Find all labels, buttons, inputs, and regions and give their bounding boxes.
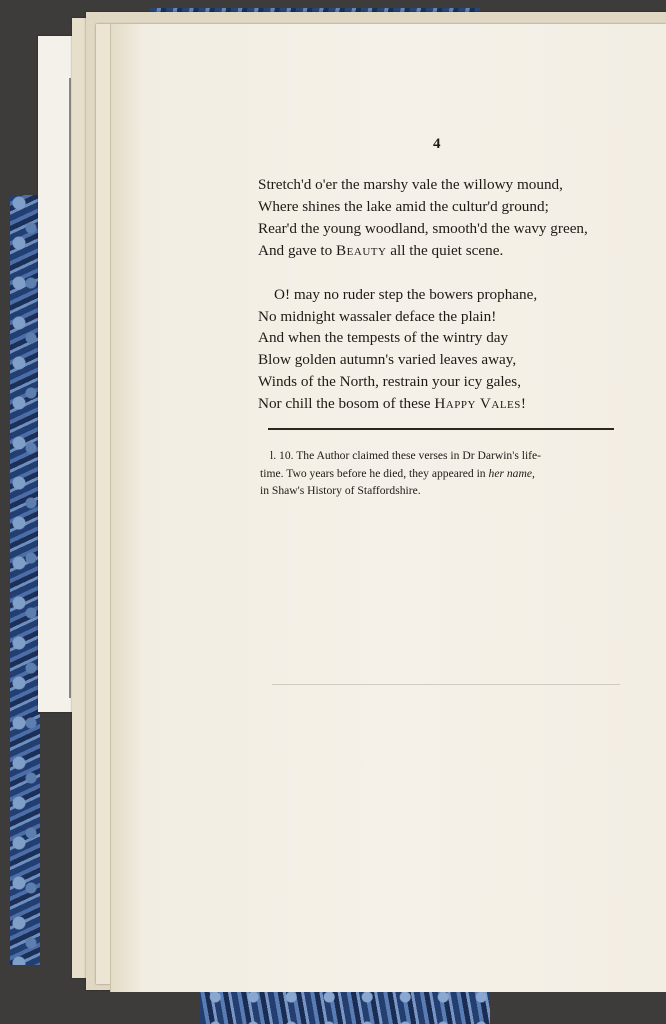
poem-text: [258, 174, 638, 415]
footnote-line: in Shaw's History of Staffordshire.: [260, 484, 421, 497]
poem-line: Stretch'd o'er the marshy vale the willowy mound,: [258, 176, 563, 193]
book-page: [110, 24, 666, 992]
poem-line: No midnight wassaler deface the plain!: [258, 307, 497, 325]
marbled-board-left: [10, 195, 40, 965]
poem-line: Rear'd the young woodland, smooth'd the wavy green,: [258, 219, 588, 237]
footnote-divider: [268, 428, 614, 430]
footnote: [260, 447, 632, 500]
small-caps-word: Beauty: [336, 241, 387, 259]
footnote-line: time. Two years before he died, they appeared in her name,: [260, 466, 535, 480]
small-caps-word: Happy Vales: [434, 395, 521, 413]
poem-line: Where shines the lake amid the cultur'd ground;: [258, 197, 549, 215]
poem-stanza-2: [258, 284, 638, 415]
poem-line: Blow golden autumn's varied leaves away,: [258, 351, 517, 369]
page-number: 4: [433, 136, 441, 152]
footnote-line: l. 10. The Author claimed these verses in Dr Darwin's life-: [270, 449, 542, 462]
poem-line: And gave to Beauty all the quiet scene.: [258, 241, 504, 259]
poem-line: Winds of the North, restrain your icy gales,: [258, 373, 521, 391]
poem-line: And when the tempests of the wintry day: [258, 329, 509, 347]
poem-line: Nor chill the bosom of these Happy Vales!: [258, 395, 526, 413]
poem-line: O! may no ruder step the bowers prophane,: [274, 285, 538, 303]
show-through-rule: [272, 684, 620, 685]
poem-stanza-1: [258, 174, 638, 262]
